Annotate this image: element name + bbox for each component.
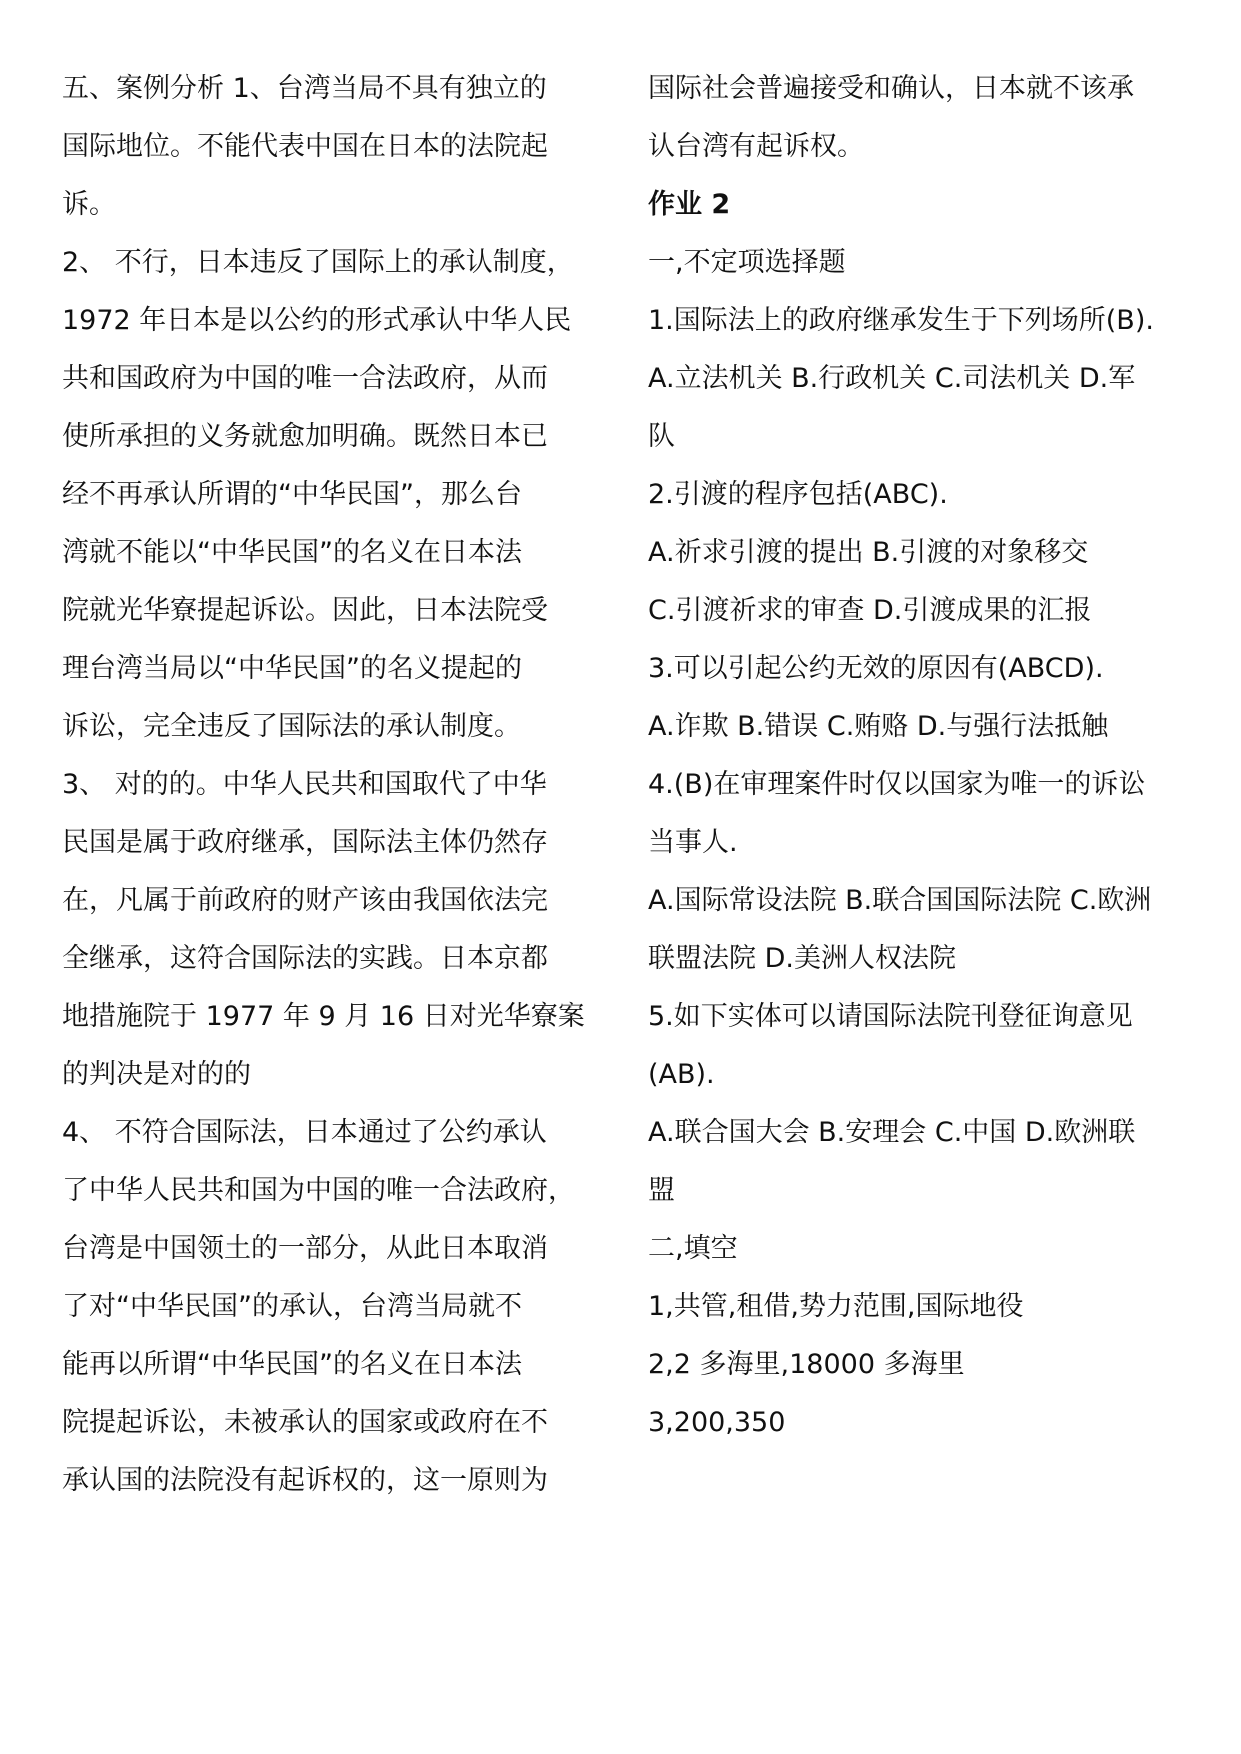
section-heading: 作业 2	[648, 189, 731, 220]
text-line: 2.引渡的程序包括(ABC).	[648, 479, 948, 510]
text-line: 在，凡属于前政府的财产该由我国依法完	[62, 885, 548, 916]
text-line: 当事人.	[648, 827, 738, 858]
text-line: 经不再承认所谓的“中华民国”，那么台	[62, 479, 522, 510]
text-line: 院提起诉讼，未被承认的国家或政府在不	[62, 1407, 548, 1438]
text-line: C.引渡祈求的审查 D.引渡成果的汇报	[648, 595, 1092, 626]
text-line: 了对“中华民国”的承认，台湾当局就不	[62, 1291, 522, 1322]
text-line: A.诈欺 B.错误 C.贿赂 D.与强行法抵触	[648, 711, 1109, 742]
text-line: 4、 不符合国际法，日本通过了公约承认	[62, 1117, 547, 1148]
text-line: 诉讼，完全违反了国际法的承认制度。	[62, 711, 521, 742]
text-line: 承认国的法院没有起诉权的，这一原则为	[62, 1465, 548, 1496]
text-line: 国际地位。不能代表中国在日本的法院起	[62, 131, 548, 162]
text-line: 湾就不能以“中华民国”的名义在日本法	[62, 537, 522, 568]
text-line: 2、 不行，日本违反了国际上的承认制度，	[62, 247, 574, 278]
text-line: 五、案例分析 1、台湾当局不具有独立的	[62, 73, 547, 104]
text-line: 使所承担的义务就愈加明确。既然日本已	[62, 421, 548, 452]
text-line: 能再以所谓“中华民国”的名义在日本法	[62, 1349, 522, 1380]
text-line: 1.国际法上的政府继承发生于下列场所(B).	[648, 305, 1154, 336]
text-line: 2,2 多海里,18000 多海里	[648, 1349, 965, 1380]
text-line: 联盟法院 D.美洲人权法院	[648, 943, 956, 974]
text-line: 二,填空	[648, 1233, 738, 1264]
text-line: 3、 对的的。中华人民共和国取代了中华	[62, 769, 547, 800]
text-line: 盟	[648, 1175, 675, 1206]
text-line: (AB).	[648, 1059, 715, 1090]
text-line: 3,200,350	[648, 1407, 786, 1438]
text-line: 理台湾当局以“中华民国”的名义提起的	[62, 653, 522, 684]
text-line: 民国是属于政府继承，国际法主体仍然存	[62, 827, 548, 858]
text-line: 4.(B)在审理案件时仅以国家为唯一的诉讼	[648, 769, 1146, 800]
text-line: 台湾是中国领土的一部分，从此日本取消	[62, 1233, 548, 1264]
text-line: A.国际常设法院 B.联合国国际法院 C.欧洲	[648, 885, 1152, 916]
text-line: 5.如下实体可以请国际法院刊登征询意见	[648, 1001, 1133, 1032]
text-line: 一,不定项选择题	[648, 247, 846, 278]
text-line: 队	[648, 421, 675, 452]
text-line: 全继承，这符合国际法的实践。日本京都	[62, 943, 548, 974]
text-line: 3.可以引起公约无效的原因有(ABCD).	[648, 653, 1104, 684]
text-line: 院就光华寮提起诉讼。因此，日本法院受	[62, 595, 548, 626]
text-line: A.立法机关 B.行政机关 C.司法机关 D.军	[648, 363, 1136, 394]
text-line: A.联合国大会 B.安理会 C.中国 D.欧洲联	[648, 1117, 1136, 1148]
text-line: A.祈求引渡的提出 B.引渡的对象移交	[648, 537, 1089, 568]
text-line: 诉。	[62, 189, 116, 220]
text-line: 了中华人民共和国为中国的唯一合法政府，	[62, 1175, 575, 1206]
text-line: 地措施院于 1977 年 9 月 16 日对光华寮案	[62, 1001, 585, 1032]
text-line: 共和国政府为中国的唯一合法政府，从而	[62, 363, 548, 394]
text-line: 国际社会普遍接受和确认，日本就不该承	[648, 73, 1134, 104]
text-line: 1972 年日本是以公约的形式承认中华人民	[62, 305, 572, 336]
text-line: 认台湾有起诉权。	[648, 131, 864, 162]
text-line: 的判决是对的的	[62, 1059, 251, 1090]
text-line: 1,共管,租借,势力范围,国际地役	[648, 1291, 1024, 1322]
